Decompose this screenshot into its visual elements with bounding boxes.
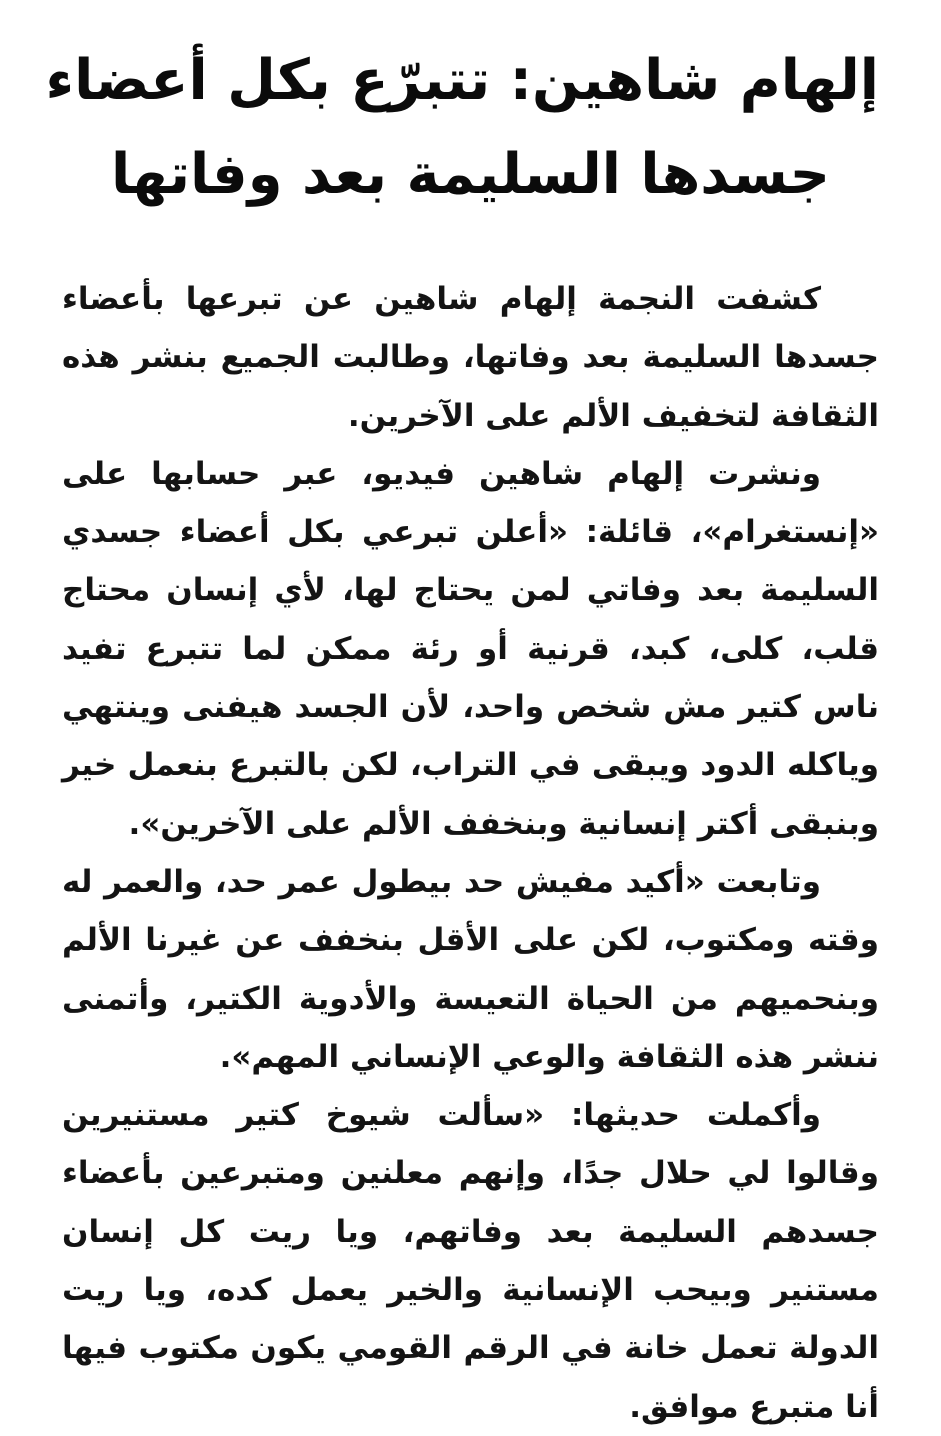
article-headline [45, 34, 879, 222]
body-paragraph-2: ونشرت إلهام شاهين فيديو، عبر حسابها على «إنستغرام»، قائلة: «أعلن تبرعي بكل أعضاء جسدي السليمة بعد وفاتي لمن يحتاج لها، لأي إنسان محتاج قلب، كلى، كبد، قرنية أو رئة ممكن لما تتبرع تفيد ناس كتير مش شخص واحد، لأن الجسد هيفنى وينتهي وياكله الدود ويبقى في التراب، لكن بالتبرع بنعمل خير وبنبقى أكتر إنسانية وبنخفف الألم على الآخرين». [62, 455, 879, 842]
article-body [62, 270, 879, 1436]
headline-line-2: جسدها السليمة بعد وفاتها [111, 142, 830, 207]
headline-line-1: إلهام شاهين: تتبرّع بكل أعضاء [45, 48, 879, 113]
body-paragraph-3: وتابعت «أكيد مفيش حد بيطول عمر حد، والعمر له وقته ومكتوب، لكن على الأقل بنخفف عن غيرنا الألم وبنحميهم من الحياة التعيسة والأدوية الكتير، وأتمنى ننشر هذه الثقافة والوعي الإنساني المهم». [62, 863, 879, 1075]
body-paragraph-1: كشفت النجمة إلهام شاهين عن تبرعها بأعضاء جسدها السليمة بعد وفاتها، وطالبت الجميع بنشر هذه الثقافة لتخفيف الألم على الآخرين. [62, 281, 879, 434]
body-paragraph-4: وأكملت حديثها: «سألت شيوخ كتير مستنيرين وقالوا لي حلال جدًا، وإنهم معلنين ومتبرعين بأعضاء جسدهم السليمة بعد وفاتهم، ويا ريت كل إنسان مستنير وبيحب الإنسانية والخير يعمل كده، ويا ريت الدولة تعمل خانة في الرقم القومي يكون مكتوب فيها أنا متبرع موافق. [62, 1097, 879, 1425]
